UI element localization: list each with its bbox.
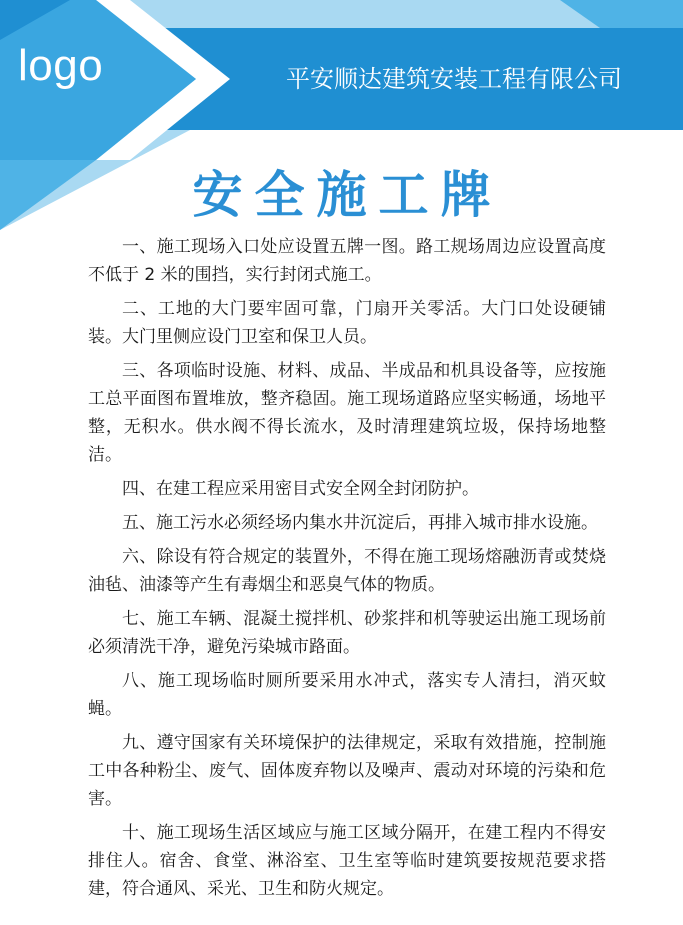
rule-item: 六、除设有符合规定的装置外，不得在施工现场熔融沥青或焚烧油毡、油漆等产生有毒烟尘和恶臭气体的物质。 [88, 547, 606, 595]
page-title: 安全施工牌 [192, 166, 503, 224]
company-name: 平安顺达建筑安装工程有限公司 [286, 65, 622, 93]
bar-underline [196, 130, 610, 134]
rule-item: 五、施工污水必须经场内集水井沉淀后，再排入城市排水设施。 [122, 513, 598, 533]
rule-item: 八、施工现场临时厕所要采用水冲式，落实专人清扫，消灭蚊蝇。 [88, 671, 606, 719]
rules-list [88, 233, 606, 909]
rule-item: 七、施工车辆、混凝土搅拌机、砂浆拌和机等驶运出施工现场前必须清洗干净，避免污染城市路面。 [88, 609, 606, 657]
rule-item: 二、工地的大门要牢固可靠，门扇开关零活。大门口处设硬铺装。大门里侧应设门卫室和保卫人员。 [88, 299, 606, 347]
rule-item: 十、施工现场生活区域应与施工区域分隔开，在建工程内不得安排住人。宿舍、食堂、淋浴室、卫生室等临时建筑要按规范要求搭建，符合通风、采光、卫生和防火规定。 [88, 823, 606, 899]
rule-item: 四、在建工程应采用密目式安全网全封闭防护。 [122, 479, 479, 499]
rule-item: 一、施工现场入口处应设置五牌一图。路工规场周边应设置高度不低于 2 米的围挡，实行封闭式施工。 [88, 237, 606, 285]
rule-item: 九、遵守国家有关环境保护的法律规定，采取有效措施，控制施工中各种粉尘、废气、固体废弃物以及噪声、震动对环境的污染和危害。 [88, 733, 606, 809]
rule-item: 三、各项临时设施、材料、成品、半成品和机具设备等，应按施工总平面图布置堆放，整齐稳固。施工现场道路应坚实畅通，场地平整，无积水。供水阀不得长流水，及时清理建筑垃圾，保持场地整洁。 [88, 361, 606, 465]
logo-text: logo [18, 41, 104, 90]
